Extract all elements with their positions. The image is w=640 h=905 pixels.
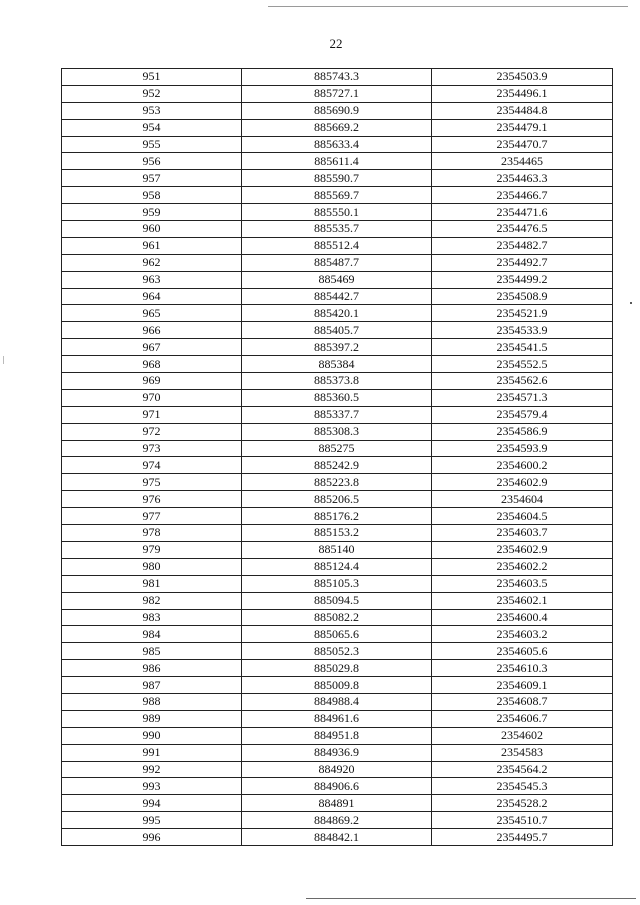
table-row <box>62 693 613 710</box>
point-number-cell: 986 <box>62 660 242 677</box>
x-coordinate-cell: 884936.9 <box>242 744 432 761</box>
table-row <box>62 491 613 508</box>
x-coordinate-cell: 885743.3 <box>242 69 432 86</box>
table-row <box>62 322 613 339</box>
table-row <box>62 592 613 609</box>
table-row <box>62 609 613 626</box>
y-coordinate-cell: 2354583 <box>432 744 613 761</box>
x-coordinate-cell: 885550.1 <box>242 204 432 221</box>
point-number-cell: 988 <box>62 693 242 710</box>
table-row <box>62 812 613 829</box>
page-number: 22 <box>329 36 343 51</box>
x-coordinate-cell: 885690.9 <box>242 102 432 119</box>
y-coordinate-cell: 2354610.3 <box>432 660 613 677</box>
x-coordinate-cell: 885727.1 <box>242 85 432 102</box>
table-row <box>62 271 613 288</box>
table-row <box>62 710 613 727</box>
x-coordinate-cell: 884869.2 <box>242 812 432 829</box>
x-coordinate-cell: 885373.8 <box>242 373 432 390</box>
point-number-cell: 990 <box>62 727 242 744</box>
x-coordinate-cell: 885052.3 <box>242 643 432 660</box>
point-number-cell: 974 <box>62 457 242 474</box>
x-coordinate-cell: 885590.7 <box>242 170 432 187</box>
point-number-cell: 982 <box>62 592 242 609</box>
table-row <box>62 677 613 694</box>
table-row <box>62 170 613 187</box>
table-row <box>62 643 613 660</box>
x-coordinate-cell: 884951.8 <box>242 727 432 744</box>
y-coordinate-cell: 2354606.7 <box>432 710 613 727</box>
table-row <box>62 102 613 119</box>
y-coordinate-cell: 2354602.9 <box>432 474 613 491</box>
x-coordinate-cell: 885094.5 <box>242 592 432 609</box>
y-coordinate-cell: 2354609.1 <box>432 677 613 694</box>
table-row <box>62 69 613 86</box>
point-number-cell: 984 <box>62 626 242 643</box>
top-rule <box>268 6 628 7</box>
x-coordinate-cell: 885512.4 <box>242 237 432 254</box>
y-coordinate-cell: 2354562.6 <box>432 373 613 390</box>
point-number-cell: 956 <box>62 153 242 170</box>
x-coordinate-cell: 885611.4 <box>242 153 432 170</box>
point-number-cell: 963 <box>62 271 242 288</box>
x-coordinate-cell: 885223.8 <box>242 474 432 491</box>
point-number-cell: 957 <box>62 170 242 187</box>
x-coordinate-cell: 885442.7 <box>242 288 432 305</box>
table-row <box>62 204 613 221</box>
y-coordinate-cell: 2354593.9 <box>432 440 613 457</box>
point-number-cell: 951 <box>62 69 242 86</box>
y-coordinate-cell: 2354541.5 <box>432 339 613 356</box>
point-number-cell: 960 <box>62 221 242 238</box>
y-coordinate-cell: 2354508.9 <box>432 288 613 305</box>
x-coordinate-cell: 885633.4 <box>242 136 432 153</box>
point-number-cell: 952 <box>62 85 242 102</box>
point-number-cell: 976 <box>62 491 242 508</box>
y-coordinate-cell: 2354496.1 <box>432 85 613 102</box>
x-coordinate-cell: 885308.3 <box>242 423 432 440</box>
point-number-cell: 987 <box>62 677 242 694</box>
point-number-cell: 970 <box>62 389 242 406</box>
table-row <box>62 541 613 558</box>
coordinates-table-body <box>62 69 613 846</box>
x-coordinate-cell: 885176.2 <box>242 508 432 525</box>
table-row <box>62 778 613 795</box>
point-number-cell: 973 <box>62 440 242 457</box>
y-coordinate-cell: 2354482.7 <box>432 237 613 254</box>
point-number-cell: 981 <box>62 575 242 592</box>
table-row <box>62 457 613 474</box>
table-row <box>62 744 613 761</box>
x-coordinate-cell: 885405.7 <box>242 322 432 339</box>
point-number-cell: 955 <box>62 136 242 153</box>
table-row <box>62 727 613 744</box>
table-row <box>62 795 613 812</box>
x-coordinate-cell: 885397.2 <box>242 339 432 356</box>
table-row <box>62 829 613 846</box>
point-number-cell: 977 <box>62 508 242 525</box>
coordinates-table <box>61 68 613 846</box>
y-coordinate-cell: 2354499.2 <box>432 271 613 288</box>
y-coordinate-cell: 2354603.2 <box>432 626 613 643</box>
point-number-cell: 969 <box>62 373 242 390</box>
y-coordinate-cell: 2354602.1 <box>432 592 613 609</box>
y-coordinate-cell: 2354521.9 <box>432 305 613 322</box>
y-coordinate-cell: 2354604.5 <box>432 508 613 525</box>
point-number-cell: 965 <box>62 305 242 322</box>
x-coordinate-cell: 885487.7 <box>242 254 432 271</box>
table-row <box>62 626 613 643</box>
x-coordinate-cell: 885082.2 <box>242 609 432 626</box>
x-coordinate-cell: 885009.8 <box>242 677 432 694</box>
point-number-cell: 992 <box>62 761 242 778</box>
x-coordinate-cell: 885337.7 <box>242 406 432 423</box>
table-row <box>62 440 613 457</box>
y-coordinate-cell: 2354603.7 <box>432 525 613 542</box>
y-coordinate-cell: 2354495.7 <box>432 829 613 846</box>
y-coordinate-cell: 2354479.1 <box>432 119 613 136</box>
point-number-cell: 959 <box>62 204 242 221</box>
point-number-cell: 971 <box>62 406 242 423</box>
x-coordinate-cell: 885569.7 <box>242 187 432 204</box>
table-row <box>62 187 613 204</box>
y-coordinate-cell: 2354510.7 <box>432 812 613 829</box>
table-row <box>62 237 613 254</box>
point-number-cell: 994 <box>62 795 242 812</box>
point-number-cell: 989 <box>62 710 242 727</box>
table-row <box>62 254 613 271</box>
point-number-cell: 991 <box>62 744 242 761</box>
y-coordinate-cell: 2354471.6 <box>432 204 613 221</box>
y-coordinate-cell: 2354503.9 <box>432 69 613 86</box>
point-number-cell: 966 <box>62 322 242 339</box>
point-number-cell: 972 <box>62 423 242 440</box>
point-number-cell: 967 <box>62 339 242 356</box>
point-number-cell: 993 <box>62 778 242 795</box>
table-row <box>62 153 613 170</box>
y-coordinate-cell: 2354492.7 <box>432 254 613 271</box>
point-number-cell: 961 <box>62 237 242 254</box>
x-coordinate-cell: 884920 <box>242 761 432 778</box>
y-coordinate-cell: 2354602.2 <box>432 558 613 575</box>
y-coordinate-cell: 2354476.5 <box>432 221 613 238</box>
y-coordinate-cell: 2354602.9 <box>432 541 613 558</box>
x-coordinate-cell: 885384 <box>242 356 432 373</box>
point-number-cell: 958 <box>62 187 242 204</box>
scan-speck <box>630 302 632 304</box>
table-row <box>62 221 613 238</box>
bottom-rule <box>306 898 636 899</box>
table-row <box>62 356 613 373</box>
table-row <box>62 406 613 423</box>
y-coordinate-cell: 2354564.2 <box>432 761 613 778</box>
x-coordinate-cell: 885065.6 <box>242 626 432 643</box>
table-row <box>62 85 613 102</box>
table-row <box>62 474 613 491</box>
y-coordinate-cell: 2354484.8 <box>432 102 613 119</box>
y-coordinate-cell: 2354600.4 <box>432 609 613 626</box>
x-coordinate-cell: 885535.7 <box>242 221 432 238</box>
table-row <box>62 423 613 440</box>
y-coordinate-cell: 2354571.3 <box>432 389 613 406</box>
x-coordinate-cell: 884891 <box>242 795 432 812</box>
y-coordinate-cell: 2354600.2 <box>432 457 613 474</box>
point-number-cell: 980 <box>62 558 242 575</box>
point-number-cell: 954 <box>62 119 242 136</box>
x-coordinate-cell: 885360.5 <box>242 389 432 406</box>
y-coordinate-cell: 2354605.6 <box>432 643 613 660</box>
table-row <box>62 373 613 390</box>
y-coordinate-cell: 2354608.7 <box>432 693 613 710</box>
point-number-cell: 962 <box>62 254 242 271</box>
x-coordinate-cell: 885669.2 <box>242 119 432 136</box>
x-coordinate-cell: 885029.8 <box>242 660 432 677</box>
y-coordinate-cell: 2354545.3 <box>432 778 613 795</box>
x-coordinate-cell: 885140 <box>242 541 432 558</box>
y-coordinate-cell: 2354533.9 <box>432 322 613 339</box>
point-number-cell: 995 <box>62 812 242 829</box>
x-coordinate-cell: 885242.9 <box>242 457 432 474</box>
table-row <box>62 660 613 677</box>
point-number-cell: 985 <box>62 643 242 660</box>
x-coordinate-cell: 884961.6 <box>242 710 432 727</box>
x-coordinate-cell: 884842.1 <box>242 829 432 846</box>
x-coordinate-cell: 885105.3 <box>242 575 432 592</box>
table-row <box>62 119 613 136</box>
table-row <box>62 508 613 525</box>
point-number-cell: 983 <box>62 609 242 626</box>
point-number-cell: 979 <box>62 541 242 558</box>
table-row <box>62 339 613 356</box>
point-number-cell: 978 <box>62 525 242 542</box>
y-coordinate-cell: 2354528.2 <box>432 795 613 812</box>
table-row <box>62 389 613 406</box>
table-row <box>62 136 613 153</box>
y-coordinate-cell: 2354463.3 <box>432 170 613 187</box>
y-coordinate-cell: 2354604 <box>432 491 613 508</box>
point-number-cell: 996 <box>62 829 242 846</box>
x-coordinate-cell: 885275 <box>242 440 432 457</box>
x-coordinate-cell: 885153.2 <box>242 525 432 542</box>
y-coordinate-cell: 2354586.9 <box>432 423 613 440</box>
table-row <box>62 761 613 778</box>
point-number-cell: 964 <box>62 288 242 305</box>
point-number-cell: 975 <box>62 474 242 491</box>
point-number-cell: 968 <box>62 356 242 373</box>
x-coordinate-cell: 885206.5 <box>242 491 432 508</box>
y-coordinate-cell: 2354552.5 <box>432 356 613 373</box>
point-number-cell: 953 <box>62 102 242 119</box>
y-coordinate-cell: 2354465 <box>432 153 613 170</box>
x-coordinate-cell: 884906.6 <box>242 778 432 795</box>
x-coordinate-cell: 884988.4 <box>242 693 432 710</box>
y-coordinate-cell: 2354579.4 <box>432 406 613 423</box>
y-coordinate-cell: 2354603.5 <box>432 575 613 592</box>
y-coordinate-cell: 2354602 <box>432 727 613 744</box>
y-coordinate-cell: 2354470.7 <box>432 136 613 153</box>
table-row <box>62 575 613 592</box>
x-coordinate-cell: 885420.1 <box>242 305 432 322</box>
x-coordinate-cell: 885124.4 <box>242 558 432 575</box>
table-row <box>62 288 613 305</box>
table-row <box>62 525 613 542</box>
scan-mark <box>3 356 4 364</box>
table-row <box>62 558 613 575</box>
y-coordinate-cell: 2354466.7 <box>432 187 613 204</box>
table-row <box>62 305 613 322</box>
x-coordinate-cell: 885469 <box>242 271 432 288</box>
